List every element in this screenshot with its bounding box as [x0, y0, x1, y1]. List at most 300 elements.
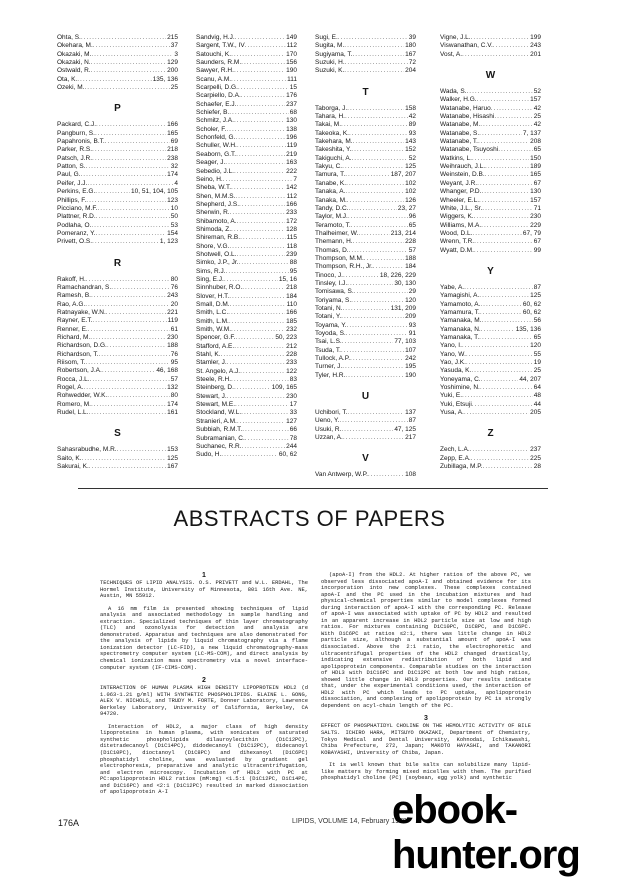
page-refs: 78 [289, 434, 297, 442]
leader-dots [481, 222, 529, 230]
author-name: Patton, S. [57, 163, 86, 171]
leader-dots [345, 372, 404, 380]
page-refs: 28 [533, 463, 541, 471]
author-name: Seager, J. [196, 159, 226, 167]
index-entry [57, 367, 178, 375]
index-entry [57, 222, 178, 230]
index-entry [196, 351, 297, 359]
leader-dots [93, 42, 170, 50]
author-name: Rao, A.G. [57, 300, 86, 308]
author-name: Tamura, T. [315, 171, 346, 179]
page-refs: 107 [405, 346, 416, 354]
index-entry [315, 155, 416, 163]
page-refs: 102 [405, 188, 416, 196]
leader-dots [368, 471, 404, 479]
index-entry [315, 297, 416, 305]
leader-dots [480, 384, 533, 392]
author-name: Shen, M.M.S. [196, 192, 236, 200]
index-entry [440, 121, 541, 129]
page-refs: 228 [286, 351, 297, 359]
author-name: Tomisawa, S. [315, 288, 354, 296]
leader-dots [347, 197, 404, 205]
author-name: Richard, M. [57, 333, 91, 341]
index-entry [57, 188, 178, 196]
page-refs: 237 [286, 100, 297, 108]
leader-dots [237, 142, 286, 150]
author-name: Subbiah, R.M.T. [196, 426, 243, 434]
page-refs: 201 [530, 50, 541, 58]
index-entry [315, 426, 416, 434]
index-entry [196, 401, 297, 409]
author-name: Shibamoto, A. [196, 217, 237, 225]
index-entry [315, 330, 416, 338]
author-name: Tanabe, K. [315, 179, 347, 187]
leader-dots [235, 334, 274, 342]
author-name: Tanaka, A. [315, 188, 346, 196]
leader-dots [240, 368, 285, 376]
author-name: Weyant, J.R. [440, 179, 478, 187]
leader-dots [91, 401, 166, 409]
index-entry [57, 51, 178, 59]
page-refs: 230 [286, 392, 297, 400]
author-name: Sakurai, K. [57, 463, 89, 471]
author-name: Watanabe, Tsuyoshi [440, 146, 499, 154]
leader-dots [344, 67, 404, 75]
abstract-number: 3 [424, 715, 428, 723]
author-name: Sahasrabudhe, M.R. [57, 446, 117, 454]
author-name: Yamamoto, A. [440, 300, 481, 308]
page-refs: 30, 130 [394, 279, 416, 287]
abstracts-right-column [321, 572, 531, 782]
index-entry [57, 455, 178, 463]
author-name: Yamagishi, A. [440, 292, 480, 300]
author-name: Zepp, E.A. [440, 454, 471, 462]
page-refs: 25 [170, 84, 178, 92]
leader-dots [341, 426, 393, 434]
author-name: Schmitz, J.A. [196, 117, 234, 125]
index-entry [57, 180, 178, 188]
leader-dots [480, 309, 522, 317]
author-name: Sheba, W.T. [196, 184, 232, 192]
page-refs: 190 [286, 67, 297, 75]
leader-dots [479, 130, 522, 138]
leader-dots [343, 434, 404, 442]
leader-dots [346, 330, 408, 338]
author-name: Ostwald, R. [57, 67, 91, 75]
index-entry [196, 334, 297, 342]
index-entry [196, 34, 297, 42]
index-entry [440, 376, 541, 384]
index-letter-heading: Y [487, 265, 494, 277]
index-entry [196, 318, 297, 326]
page-refs: 55 [533, 350, 541, 358]
page-refs: 166 [286, 309, 297, 317]
leader-dots [91, 222, 169, 230]
index-entry [315, 130, 416, 138]
page-refs: 110 [286, 301, 297, 308]
index-entry [315, 434, 416, 442]
page-refs: 83 [289, 376, 297, 384]
page-refs: 111 [287, 75, 297, 83]
leader-dots [466, 351, 533, 359]
index-column-2 [196, 34, 297, 460]
leader-dots [107, 392, 170, 400]
author-name: Sing, E.J. [196, 275, 224, 283]
page-refs: 67, 79 [522, 229, 541, 237]
leader-dots [472, 230, 522, 238]
index-entry [315, 280, 416, 288]
author-name: Wada, S. [440, 88, 467, 96]
leader-dots [236, 151, 285, 159]
author-name: Yamanaka, T. [440, 333, 480, 341]
index-entry [440, 130, 541, 138]
leader-dots [358, 230, 389, 238]
index-entry [196, 193, 297, 201]
author-name: Pomeranz, Y. [57, 229, 96, 237]
index-entry [440, 146, 541, 154]
author-name: Papahronis, B.T. [57, 138, 105, 146]
page-refs: 91 [408, 330, 416, 337]
leader-dots [239, 259, 289, 267]
index-entry [315, 338, 416, 346]
author-name: Saito, K. [57, 454, 82, 462]
leader-dots [234, 67, 285, 75]
page-refs: 238 [167, 154, 178, 162]
author-name: Uchibori, T. [315, 409, 348, 417]
index-entry [196, 293, 297, 301]
author-name: Wiggers, K. [440, 213, 474, 221]
author-name: Yuki, E. [440, 392, 463, 400]
leader-dots [373, 263, 404, 271]
page-refs: 93 [408, 129, 416, 137]
page-refs: 131, 209 [390, 304, 416, 312]
page-refs: 137 [405, 409, 416, 417]
author-name: Teramoto, T. [315, 221, 351, 229]
leader-dots [106, 309, 166, 317]
index-entry [196, 184, 297, 192]
author-name: Riisom, T. [57, 359, 86, 366]
author-name: Vigne, J.L. [440, 34, 471, 41]
leader-dots [241, 409, 289, 417]
page-refs: 232 [286, 326, 297, 334]
leader-dots [464, 409, 529, 417]
index-letter-heading: U [361, 391, 370, 403]
author-name: Wheeler, E.L. [440, 196, 480, 204]
page-refs: 76 [170, 350, 178, 358]
page-refs: 213, 214 [390, 229, 416, 237]
author-name: Tyler, H.R. [315, 371, 346, 379]
index-entry [315, 146, 416, 154]
index-entry [196, 117, 297, 125]
leader-dots [231, 76, 286, 84]
author-name: Ohta, S. [57, 34, 81, 41]
index-entry [440, 230, 541, 238]
author-name: Scanu, A.M. [196, 75, 232, 83]
leader-dots [221, 351, 286, 359]
page-refs: 3 [174, 50, 178, 58]
author-name: Renner, E. [57, 325, 88, 333]
leader-dots [479, 292, 529, 300]
index-entry [440, 342, 541, 350]
author-name: Paul, G. [57, 171, 81, 179]
page-refs: 152 [405, 146, 416, 154]
page-refs: 130 [286, 117, 297, 125]
author-name: Phillips, F. [57, 196, 87, 204]
leader-dots [470, 446, 530, 454]
index-entry [440, 284, 541, 292]
page-refs: 37 [170, 42, 178, 50]
index-entry [440, 34, 541, 42]
page-refs: 153 [167, 446, 178, 454]
index-entry [57, 301, 178, 309]
page-refs: 119 [286, 142, 297, 150]
leader-dots [229, 109, 289, 117]
index-entry [57, 292, 178, 300]
index-entry [315, 213, 416, 221]
index-entry [440, 238, 541, 246]
author-name: Simko, J.P., Jr. [196, 259, 239, 267]
leader-dots [240, 234, 286, 242]
page-refs: 102 [405, 179, 416, 187]
leader-dots [348, 213, 408, 221]
page-refs: 10, 51, 104, 105 [131, 188, 178, 196]
leader-dots [89, 463, 166, 471]
index-entry [196, 84, 297, 92]
author-name: Wyatt, D.M. [440, 246, 474, 254]
leader-dots [221, 451, 278, 459]
author-name: Toriyama, S. [315, 296, 352, 304]
page-refs: 184 [405, 263, 416, 271]
author-name: Whanger, P.D. [440, 188, 482, 196]
author-name: Toyoda, S. [315, 330, 346, 337]
page-refs: 196 [286, 134, 297, 142]
leader-dots [230, 301, 286, 309]
index-entry [196, 276, 297, 284]
index-entry [440, 205, 541, 213]
page-refs: 65 [408, 221, 416, 229]
leader-dots [345, 59, 408, 67]
page-refs: 87 [408, 417, 416, 425]
index-entry [440, 326, 541, 334]
page-refs: 108 [405, 471, 416, 479]
leader-dots [107, 342, 166, 350]
page-refs: 135, 136 [515, 325, 541, 333]
index-entry [57, 342, 178, 350]
index-entry [196, 451, 297, 459]
author-name: Stamler, J. [196, 359, 227, 367]
author-name: Zubillaga, M.P. [440, 463, 483, 471]
author-name: Tanaka, M. [315, 196, 347, 204]
leader-dots [85, 301, 170, 309]
leader-dots [225, 159, 285, 167]
page-refs: 230 [530, 213, 541, 221]
leader-dots [91, 67, 167, 75]
index-entry [196, 368, 297, 376]
index-entry [57, 121, 178, 129]
index-entry [440, 213, 541, 221]
author-name: Smith, L.M. [196, 317, 229, 325]
index-entry [440, 351, 541, 359]
page-refs: 57 [170, 375, 178, 383]
index-entry [57, 171, 178, 179]
author-name: Steele, R.H. [196, 376, 232, 384]
page-refs: 39 [408, 34, 416, 41]
page-refs: 71 [533, 204, 541, 212]
index-entry [57, 376, 178, 384]
page-refs: 48 [533, 392, 541, 400]
page-refs: 229 [530, 221, 541, 229]
leader-dots [239, 201, 285, 209]
author-name: Stahl, K. [196, 351, 221, 359]
author-name: Watanabe, Haruo [440, 104, 491, 112]
leader-dots [96, 121, 166, 129]
index-entry [57, 317, 178, 325]
leader-dots [229, 293, 285, 301]
leader-dots [111, 284, 170, 292]
index-entry [315, 272, 416, 280]
author-name: Peifer, J.J. [57, 179, 88, 187]
index-entry [440, 455, 541, 463]
index-entry [315, 255, 416, 263]
author-name: Packard, C.J. [57, 121, 97, 129]
leader-dots [236, 218, 285, 226]
author-name: Yano, I. [440, 342, 462, 350]
author-name: Schaefer, E.J. [196, 100, 237, 108]
leader-dots [102, 367, 156, 375]
leader-dots [482, 205, 533, 213]
index-entry [440, 359, 541, 367]
leader-dots [241, 92, 285, 100]
index-entry [440, 401, 541, 409]
index-letter-heading: R [113, 257, 122, 269]
page-refs: 47, 125 [394, 425, 416, 433]
author-name: Shore, V.G. [196, 242, 230, 250]
page-refs: 157 [530, 96, 541, 104]
page-refs: 228 [405, 238, 416, 246]
index-entry [440, 96, 541, 104]
author-name: Sargent, T.W., IV [196, 42, 245, 50]
abstract-number: 2 [202, 677, 206, 685]
page-refs: 230 [167, 333, 178, 341]
page-refs: 142 [286, 184, 297, 192]
leader-dots [86, 163, 170, 171]
page-refs: 163 [286, 159, 297, 167]
index-entry [57, 205, 178, 213]
page-refs: 242 [405, 355, 416, 363]
page-refs: 172 [286, 217, 297, 225]
author-name: Stewart, J. [196, 392, 227, 400]
page-refs: 66 [289, 426, 297, 434]
index-letter-heading: T [362, 86, 369, 98]
leader-dots [471, 367, 532, 375]
author-name: Seino, H. [196, 175, 223, 183]
index-entry [440, 138, 541, 146]
page-refs: 115 [286, 234, 297, 242]
page-refs: 188 [167, 342, 178, 350]
author-name: Takai, M. [315, 121, 342, 129]
leader-dots [474, 213, 530, 221]
author-name: Romero, M. [57, 400, 91, 408]
leader-dots [92, 317, 166, 325]
index-entry [440, 446, 541, 454]
leader-dots [344, 42, 404, 50]
index-entry [196, 301, 297, 309]
author-name: Sugita, M. [315, 42, 345, 50]
index-entry [196, 234, 297, 242]
leader-dots [474, 238, 533, 246]
page-refs: 23, 27 [397, 204, 416, 212]
page-refs: 154 [167, 229, 178, 237]
index-entry [315, 180, 416, 188]
page-refs: 44 [533, 400, 541, 408]
page-refs: 161 [167, 409, 178, 417]
leader-dots [228, 309, 285, 317]
page-refs: 60, 62 [522, 308, 541, 316]
page-refs: 205 [530, 409, 541, 417]
index-entry [315, 105, 416, 113]
leader-dots [471, 34, 530, 42]
leader-dots [354, 288, 408, 296]
abstracts-heading: ABSTRACTS OF PAPERS [173, 506, 446, 531]
leader-dots [242, 443, 286, 451]
index-entry [57, 401, 178, 409]
page-refs: 222 [286, 167, 297, 175]
index-entry [440, 163, 541, 171]
leader-dots [348, 205, 396, 213]
author-name: Sudo, H. [196, 451, 222, 459]
index-entry [440, 42, 541, 50]
leader-dots [347, 409, 404, 417]
leader-dots [242, 284, 285, 292]
index-entry [315, 222, 416, 230]
author-name: Okazaki, M. [57, 50, 92, 58]
abstract-body: It is well known that bile salts can solubilize many lipid-like matters by forming mixed micelles with them. The purified phosphatidyl choline (PC) (soybean, egg yolk) and synthetic [321, 762, 531, 782]
author-name: Taborga, J. [315, 104, 348, 112]
index-entry [57, 76, 178, 84]
page-refs: 130 [530, 188, 541, 196]
index-entry [57, 146, 178, 154]
index-entry [196, 209, 297, 217]
index-entry [440, 188, 541, 196]
author-name: Scholer, F. [196, 125, 227, 133]
leader-dots [351, 222, 408, 230]
author-name: Rudel, L.L. [57, 409, 89, 417]
author-name: Steinberg, D. [196, 384, 234, 392]
index-entry [315, 355, 416, 363]
leader-dots [92, 146, 166, 154]
leader-dots [235, 134, 285, 142]
leader-dots [105, 138, 170, 146]
index-letter-heading: Z [487, 428, 494, 440]
index-entry [57, 42, 178, 50]
leader-dots [462, 392, 533, 400]
author-name: Yamanaka, N. [440, 325, 481, 333]
author-name: Watanabe, T. [440, 138, 478, 146]
index-column-1 [57, 34, 178, 471]
leader-dots [343, 272, 379, 280]
page-refs: 20 [170, 300, 178, 308]
index-entry [57, 197, 178, 205]
author-name: Sugi, E. [315, 34, 338, 41]
leader-dots [494, 113, 532, 121]
page-refs: 157 [530, 196, 541, 204]
page-refs: 189 [530, 163, 541, 171]
index-entry [57, 409, 178, 417]
author-name: Sugiyama, T. [315, 50, 353, 58]
page-refs: 88 [289, 259, 297, 267]
author-name: Tinsley, I.J. [315, 279, 348, 287]
leader-dots [226, 268, 289, 276]
